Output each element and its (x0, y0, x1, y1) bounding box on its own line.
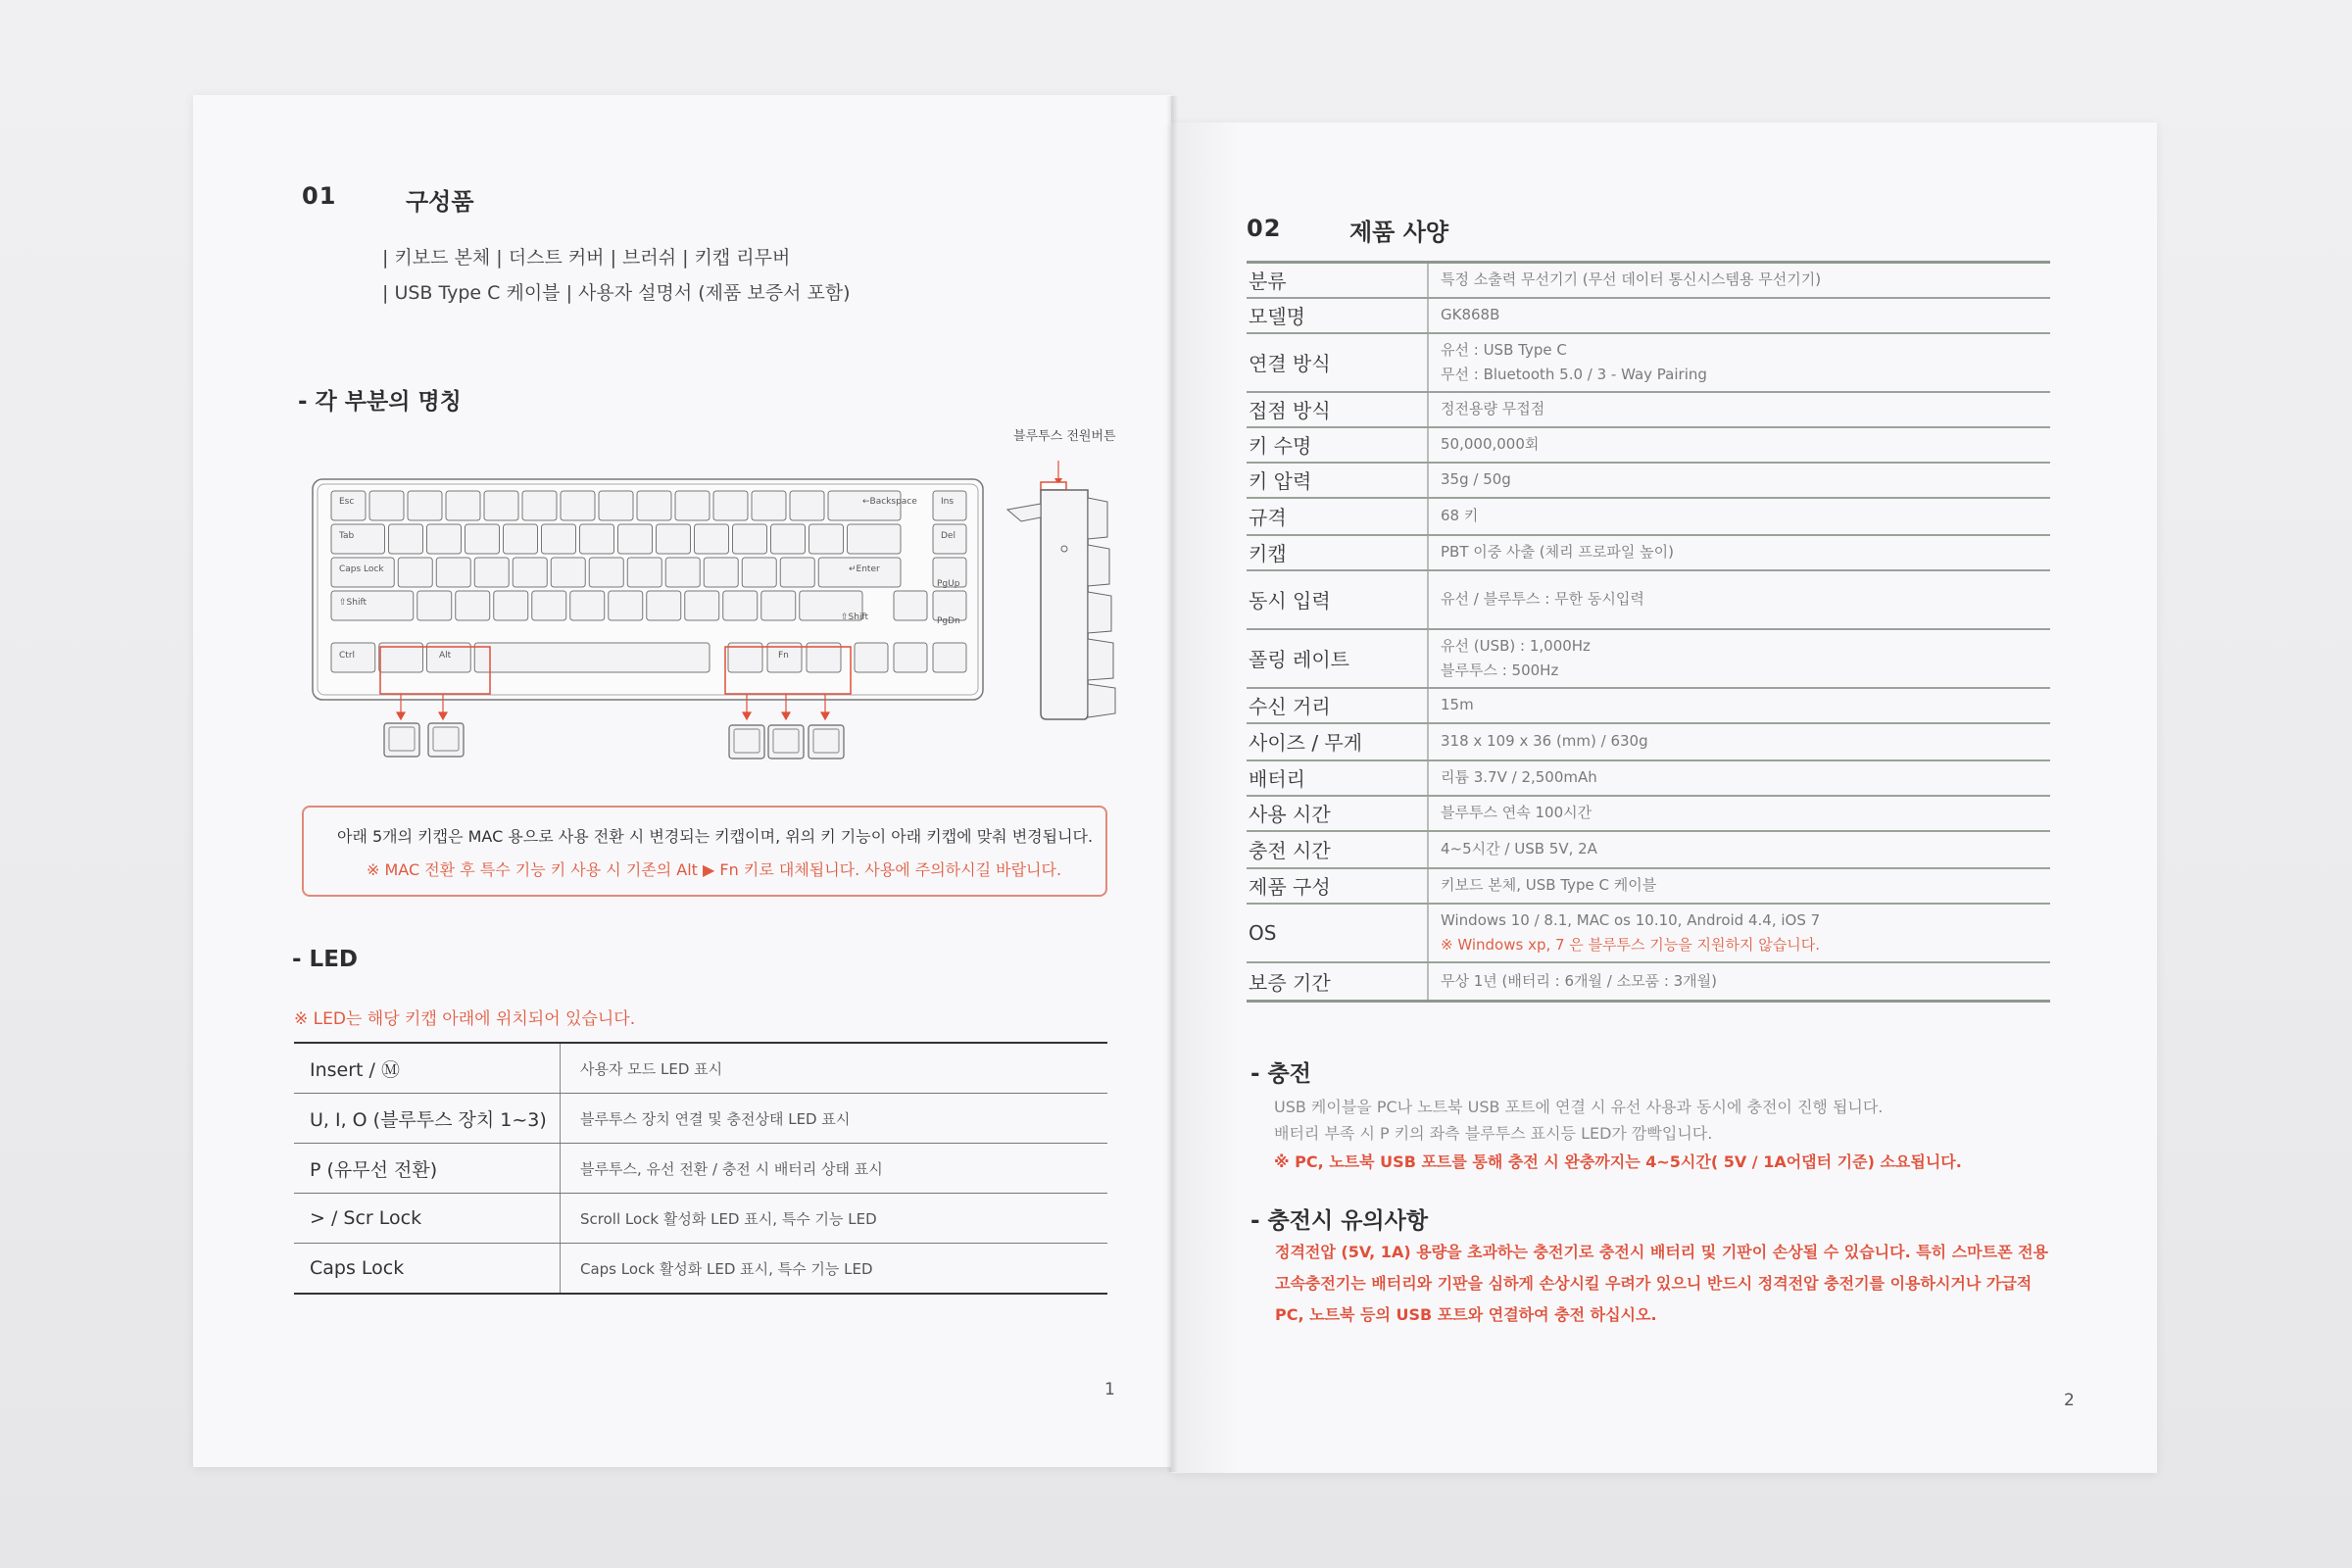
keyboard-key (713, 491, 748, 520)
table-row (294, 1194, 1107, 1244)
spec-value (1428, 392, 2050, 427)
bt-power-label: 블루투스 전원버튼 (1013, 429, 1116, 444)
table-row (294, 1094, 1107, 1144)
spec-value-line: 유선 (USB) : 1,000Hz (1441, 636, 1591, 655)
led-key: Insert / Ⓜ (294, 1043, 561, 1094)
spec-row (1247, 463, 2050, 498)
key-alt-label: Alt (439, 651, 452, 661)
section-title: 구성품 (406, 188, 474, 216)
keyboard-key (570, 591, 605, 620)
key-del-label: Del (941, 531, 956, 541)
key-tab-label: Tab (339, 531, 355, 541)
spec-row (1247, 831, 2050, 868)
charging-line-2: 배터리 부족 시 P 키의 좌측 블루투스 표시등 LED가 깜빡입니다. (1274, 1124, 1713, 1143)
keyboard-key (627, 558, 662, 587)
spec-label: 사용 시간 (1247, 796, 1428, 831)
spec-value (1428, 535, 2050, 570)
keyboard-key (809, 524, 844, 554)
led-desc: Caps Lock 활성화 LED 표시, 특수 기능 LED (561, 1244, 1108, 1295)
keyboard-key (761, 591, 796, 620)
keyboard-key (933, 643, 966, 672)
spec-label: 제품 구성 (1247, 868, 1428, 904)
spec-value (1428, 831, 2050, 868)
spec-row (1247, 962, 2050, 1002)
keyboard-key (637, 491, 671, 520)
key-shift-label: ⇧Shift (339, 598, 367, 608)
keyboard-key (894, 591, 927, 620)
spec-row (1247, 333, 2050, 392)
keycap-note-2: ※ MAC 전환 후 특수 기능 키 사용 시 기존의 Alt ▶ Fn 키로 대체됩니다. 사용에 주의하시길 바랍니다. (367, 860, 1062, 879)
charging-heading: - 충전 (1250, 1061, 1311, 1087)
spec-value-line: 블루투스 연속 100시간 (1441, 804, 1592, 821)
spec-label: 폴링 레이트 (1247, 629, 1428, 688)
keyboard-key (733, 524, 767, 554)
keyboard-key (855, 643, 888, 672)
led-heading: - LED (292, 947, 359, 972)
spec-value-line: 정전용량 무접점 (1441, 400, 1545, 417)
keyboard-key (398, 558, 432, 587)
spec-value-line: 35g / 50g (1441, 470, 1511, 488)
spec-row (1247, 796, 2050, 831)
spec-row (1247, 688, 2050, 723)
page-fold (1166, 96, 1178, 1472)
keyboard-key (474, 558, 509, 587)
spec-row (1247, 904, 2050, 962)
spec-value-line: 유선 : USB Type C (1441, 340, 1567, 359)
led-table (294, 1042, 1107, 1295)
keyboard-key (771, 524, 806, 554)
mac-replacement-keycaps (384, 723, 844, 759)
spec-label: 모델명 (1247, 298, 1428, 333)
spec-value-line: 무선 : Bluetooth 5.0 / 3 - Way Pairing (1441, 365, 1707, 383)
led-key: > / Scr Lock (294, 1194, 561, 1244)
caution-line-3: PC, 노트북 등의 USB 포트와 연결하여 충전 하십시오. (1275, 1305, 1657, 1324)
spec-value (1428, 570, 2050, 629)
key-caps-label: Caps Lock (339, 564, 384, 574)
spec-value (1428, 263, 2050, 298)
keyboard-key (675, 491, 710, 520)
mac-keycap-note-box (302, 806, 1107, 897)
spec-note: ※ Windows xp, 7 은 블루투스 기능을 지원하지 않습니다. (1441, 935, 1820, 954)
key-esc-label: Esc (339, 497, 355, 507)
spec-row (1247, 723, 2050, 760)
keyboard-key (474, 643, 710, 672)
spec-value-line: 318 x 109 x 36 (mm) / 630g (1441, 732, 1648, 750)
spec-value-line: GK868B (1441, 306, 1500, 323)
spec-value-line: 키보드 본체, USB Type C 케이블 (1441, 876, 1657, 894)
spec-label: 사이즈 / 무게 (1247, 723, 1428, 760)
key-ctrl-label: Ctrl (339, 651, 356, 661)
keyboard-diagram (304, 468, 990, 767)
keyboard-key (542, 524, 576, 554)
caution-heading: - 충전시 유의사항 (1250, 1208, 1429, 1234)
keyboard-side-view (998, 461, 1135, 725)
spec-value (1428, 498, 2050, 535)
led-key: P (유무선 전환) (294, 1144, 561, 1194)
spec-label: 키 압력 (1247, 463, 1428, 498)
keyboard-key (456, 591, 490, 620)
section-number: 01 (302, 182, 337, 210)
spec-row (1247, 535, 2050, 570)
led-desc: 블루투스 장치 연결 및 충전상태 LED 표시 (561, 1094, 1108, 1144)
components-line-2: | USB Type C 케이블 | 사용자 설명서 (제품 보증서 포함) (382, 282, 851, 304)
keyboard-key (446, 491, 480, 520)
keyboard-key (522, 491, 557, 520)
key-ins-label: Ins (941, 497, 955, 507)
keyboard-key (504, 524, 538, 554)
bt-power-button (1041, 482, 1066, 490)
spec-value-line: Windows 10 / 8.1, MAC os 10.10, Android 4.4, iOS 7 (1441, 910, 1821, 929)
keyboard-key (599, 491, 633, 520)
spec-label: 보증 기간 (1247, 962, 1428, 1002)
key-fn-label: Fn (778, 651, 789, 661)
keyboard-key (618, 524, 653, 554)
spec-label: 키캡 (1247, 535, 1428, 570)
spec-value (1428, 868, 2050, 904)
spec-value (1428, 688, 2050, 723)
keyboard-key (466, 524, 500, 554)
spec-label: 수신 거리 (1247, 688, 1428, 723)
key-enter-label: ↵Enter (849, 564, 880, 574)
table-row (294, 1244, 1107, 1295)
keyboard-key (513, 558, 547, 587)
led-desc: 사용자 모드 LED 표시 (561, 1043, 1108, 1094)
table-row (294, 1043, 1107, 1094)
spec-label: OS (1247, 904, 1428, 962)
spec-value (1428, 796, 2050, 831)
keyboard-key (369, 491, 404, 520)
spec-value-line: 68 키 (1441, 507, 1479, 524)
spec-value-line: 무상 1년 (배터리 : 6개월 / 소모품 : 3개월) (1441, 971, 1718, 990)
keyboard-key (408, 491, 442, 520)
keyboard-key (580, 524, 614, 554)
keyboard-key (436, 558, 470, 587)
caution-line-2: 고속충전기는 배터리와 기판을 심하게 손상시킬 우려가 있으니 반드시 정격전압 충전기를 이용하시거나 가급적 (1275, 1274, 2033, 1293)
parts-heading: - 각 부분의 명칭 (298, 389, 462, 415)
keyboard-key (417, 591, 452, 620)
key-pgup-label: PgUp (937, 579, 960, 589)
spec-row (1247, 760, 2050, 796)
led-note: ※ LED는 해당 키캡 아래에 위치되어 있습니다. (294, 1009, 636, 1029)
spec-value-line: 15m (1441, 696, 1474, 713)
spec-label: 규격 (1247, 498, 1428, 535)
keyboard-key (894, 643, 927, 672)
charging-line-1: USB 케이블을 PC나 노트북 USB 포트에 연결 시 유선 사용과 동시에 충전이 진행 됩니다. (1274, 1098, 1884, 1116)
components-line-1: | 키보드 본체 | 더스트 커버 | 브러쉬 | 키캡 리무버 (382, 247, 791, 269)
spec-table (1247, 261, 2050, 1003)
keycap-note-1: 아래 5개의 키캡은 MAC 용으로 사용 전환 시 변경되는 키캡이며, 위의 키 기능이 아래 키캡에 맞춰 변경됩니다. (337, 827, 1094, 846)
keyboard-key (551, 558, 585, 587)
spec-label: 접점 방식 (1247, 392, 1428, 427)
spec-row (1247, 427, 2050, 463)
spec-value-line: 50,000,000회 (1441, 435, 1540, 453)
keyboard-key (657, 524, 691, 554)
spec-label: 동시 입력 (1247, 570, 1428, 629)
keyboard-key (665, 558, 700, 587)
keyboard-key (790, 491, 824, 520)
key-rshift-label: ⇧Shift (841, 612, 868, 622)
spec-value (1428, 629, 2050, 688)
keyboard-key (532, 591, 566, 620)
led-desc: Scroll Lock 활성화 LED 표시, 특수 기능 LED (561, 1194, 1108, 1244)
spec-label: 키 수명 (1247, 427, 1428, 463)
spec-value (1428, 760, 2050, 796)
spec-label: 충전 시간 (1247, 831, 1428, 868)
spec-row (1247, 392, 2050, 427)
spec-value (1428, 904, 2050, 962)
caution-line-1: 정격전압 (5V, 1A) 용량을 초과하는 충전기로 충전시 배터리 및 기판이 손상될 수 있습니다. 특히 스마트폰 전용 (1275, 1243, 2049, 1261)
keyboard-key (780, 558, 814, 587)
spec-row (1247, 498, 2050, 535)
spec-value (1428, 962, 2050, 1002)
section-number: 02 (1247, 215, 1282, 242)
spec-label: 배터리 (1247, 760, 1428, 796)
spec-value (1428, 298, 2050, 333)
spec-row (1247, 868, 2050, 904)
page-number-left: 1 (1104, 1380, 1115, 1399)
keyboard-key (647, 591, 681, 620)
spec-value-line: 특정 소출력 무선기기 (무선 데이터 통신시스템용 무선기기) (1441, 270, 1822, 289)
keyboard-key (609, 591, 643, 620)
spec-value-line: 블루투스 : 500Hz (1441, 661, 1559, 679)
keyboard-key (742, 558, 776, 587)
section-title: 제품 사양 (1349, 219, 1449, 246)
spec-row (1247, 629, 2050, 688)
keyboard-key (484, 491, 518, 520)
spec-label: 분류 (1247, 263, 1428, 298)
table-row (294, 1144, 1107, 1194)
led-key: Caps Lock (294, 1244, 561, 1295)
spec-row (1247, 570, 2050, 629)
keyboard-key (704, 558, 738, 587)
led-key: U, I, O (블루투스 장치 1~3) (294, 1094, 561, 1144)
key-pgdn-label: PgDn (937, 616, 960, 626)
spec-label: 연결 방식 (1247, 333, 1428, 392)
spec-value (1428, 333, 2050, 392)
keyboard-key (494, 591, 528, 620)
keyboard-key (427, 524, 462, 554)
spec-value (1428, 427, 2050, 463)
spec-value-line: 리튬 3.7V / 2,500mAh (1441, 768, 1597, 786)
key-backspace-label: ←Backspace (862, 497, 917, 507)
spec-value-line: 4~5시간 / USB 5V, 2A (1441, 840, 1597, 858)
spec-row (1247, 298, 2050, 333)
keyboard-key (685, 591, 719, 620)
keyboard-key (561, 491, 595, 520)
keyboard-key (723, 591, 758, 620)
spec-row (1247, 263, 2050, 298)
charging-line-3: ※ PC, 노트북 USB 포트를 통해 충전 시 완충까지는 4~5시간( 5V / 1A어댑터 기준) 소요됩니다. (1274, 1152, 1962, 1171)
keyboard-key (752, 491, 786, 520)
spec-value (1428, 463, 2050, 498)
page-number-right: 2 (2064, 1391, 2075, 1410)
spec-value-line: 유선 / 블루투스 : 무한 동시입력 (1441, 590, 1644, 608)
led-desc: 블루투스, 유선 전환 / 충전 시 배터리 상태 표시 (561, 1144, 1108, 1194)
spec-value (1428, 723, 2050, 760)
spec-value-line: PBT 이중 사출 (체리 프로파일 높이) (1441, 543, 1674, 561)
keyboard-key (695, 524, 729, 554)
keyboard-key (389, 524, 423, 554)
keyboard-key (848, 524, 902, 554)
keyboard-key (589, 558, 623, 587)
